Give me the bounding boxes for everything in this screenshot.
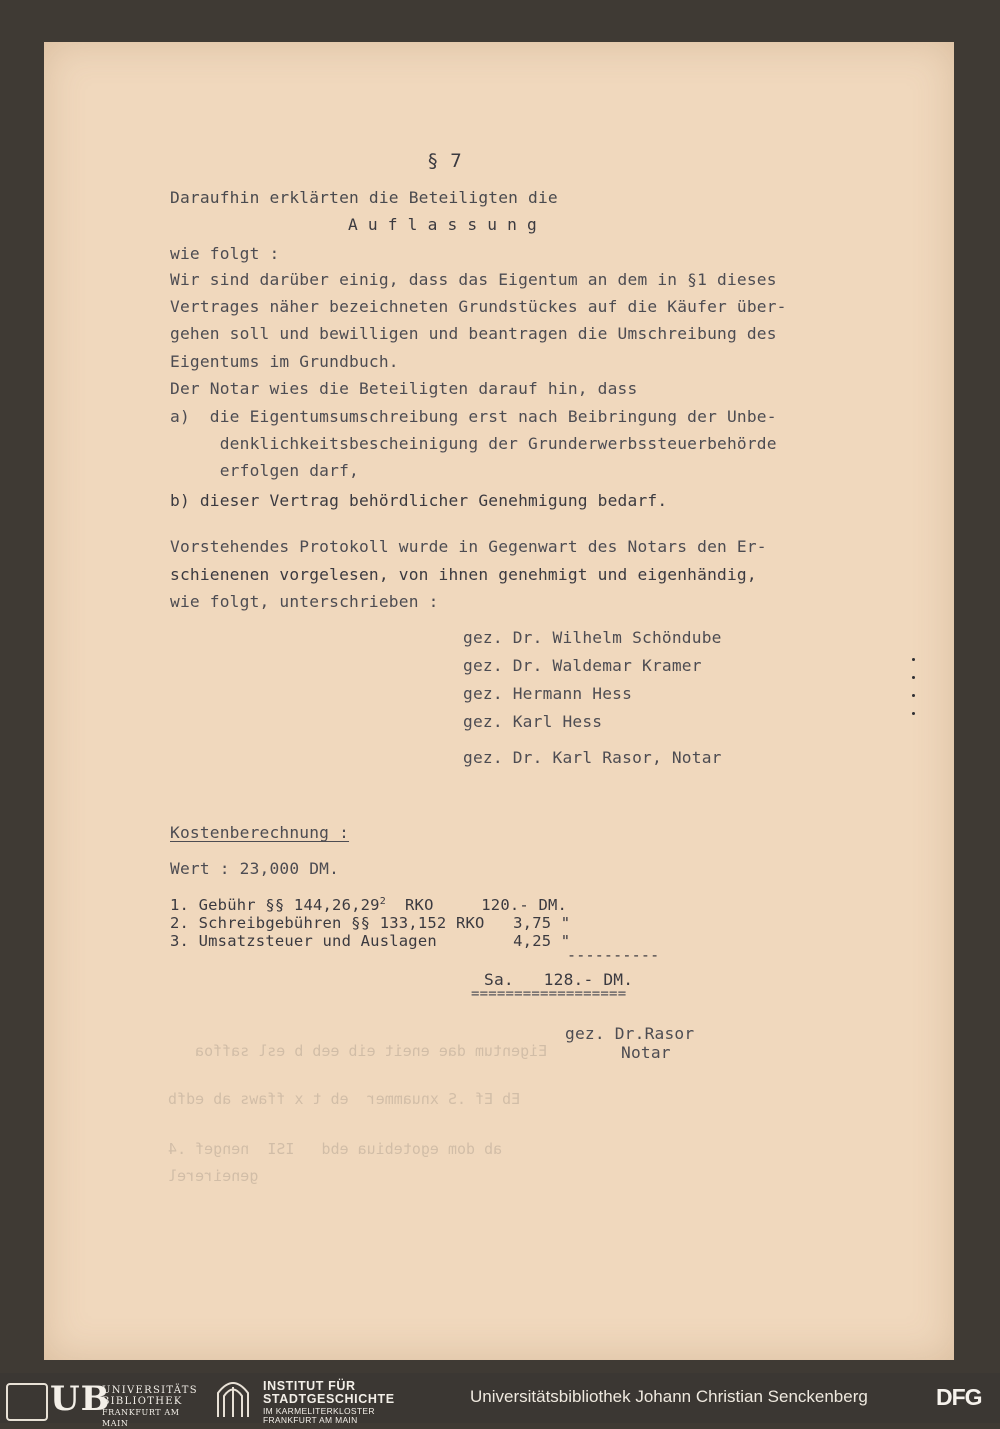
- body-line: a) die Eigentumsumschreibung erst nach Beibringung der Unbe-: [170, 407, 777, 426]
- arch-icon: [215, 1379, 251, 1417]
- signature-line: gez. Dr. Wilhelm Schöndube: [463, 628, 722, 647]
- cost-heading: Kostenberechnung :: [170, 823, 350, 842]
- cost-signature-title: Notar: [621, 1043, 671, 1062]
- ifs-subtitle: IM KARMELITERKLOSTER FRANKFURT AM MAIN: [263, 1406, 375, 1425]
- body-line: Wir sind darüber einig, dass das Eigentum an dem in §1 dieses: [170, 270, 777, 289]
- cost-total: Sa. 128.- DM.: [484, 970, 634, 989]
- cost-item: 2. Schreibgebühren §§ 133,152 RKO 3,75 ": [170, 914, 571, 932]
- signature-line: gez. Karl Hess: [463, 712, 603, 731]
- library-name[interactable]: Universitätsbibliothek Johann Christian Senckenberg: [470, 1387, 868, 1406]
- ghost-text-line: geneirerel: [168, 1167, 259, 1185]
- signature-line: gez. Hermann Hess: [463, 684, 633, 703]
- ghost-text-line: Eigentum dae eneit eib eeb b esl saffoa: [195, 1042, 548, 1060]
- body-line: erfolgen darf,: [170, 461, 359, 480]
- dfg-logo[interactable]: DFG: [936, 1384, 982, 1410]
- cost-value: Wert : 23,000 DM.: [170, 859, 340, 878]
- cost-item: 3. Umsatzsteuer und Auslagen 4,25 ": [170, 932, 571, 950]
- ub-letters: UB: [50, 1379, 111, 1419]
- seal-icon: [6, 1383, 48, 1421]
- closing-line: Vorstehendes Protokoll wurde in Gegenwart des Notars den Er-: [170, 537, 767, 556]
- footer-bar: [0, 1373, 1000, 1428]
- notary-signature: gez. Dr. Karl Rasor, Notar: [463, 748, 722, 767]
- closing-line: schienenen vorgelesen, von ihnen genehmigt und eigenhändig,: [170, 565, 757, 584]
- ghost-text-line: ab dom egotebiua ebd ISI nengef .4: [168, 1140, 503, 1158]
- body-line: gehen soll und bewilligen und beantragen die Umschreibung des: [170, 324, 777, 343]
- body-line: denklichkeitsbescheinigung der Grunderwerbssteuerbehörde: [170, 434, 777, 453]
- ghost-text-line: Eb Ef .S xnuammer eb t x ffaws ab edfb: [168, 1090, 521, 1108]
- body-line: Vertrages näher bezeichneten Grundstückes auf die Käufer über-: [170, 297, 787, 316]
- dash-rule: ----------: [567, 946, 660, 964]
- cost-signature: gez. Dr.Rasor: [565, 1024, 695, 1043]
- ifs-logo[interactable]: [215, 1377, 455, 1425]
- double-rule: ==================: [471, 986, 627, 1002]
- heading-auflassung: A u f l a s s u n g: [348, 215, 537, 234]
- signature-line: gez. Dr. Waldemar Kramer: [463, 656, 702, 675]
- ub-name: UNIVERSITÄTS BIBLIOTHEK FRANKFURT AM MAIN: [102, 1385, 198, 1428]
- body-line: wie folgt :: [170, 244, 280, 263]
- body-line: Eigentums im Grundbuch.: [170, 352, 399, 371]
- body-line: b) dieser Vertrag behördlicher Genehmigung bedarf.: [170, 491, 668, 510]
- closing-line: wie folgt, unterschrieben :: [170, 592, 439, 611]
- intro-line: Daraufhin erklärten die Beteiligten die: [170, 188, 558, 207]
- section-number: § 7: [427, 150, 462, 172]
- ifs-title: INSTITUT FÜR STADTGESCHICHTE: [263, 1379, 395, 1406]
- ub-logo[interactable]: [6, 1379, 206, 1428]
- body-line: Der Notar wies die Beteiligten darauf hin, dass: [170, 379, 638, 398]
- margin-marks: [912, 658, 918, 730]
- cost-item: 1. Gebühr §§ 144,26,29$^2$ RKO 120.- DM.: [170, 896, 568, 915]
